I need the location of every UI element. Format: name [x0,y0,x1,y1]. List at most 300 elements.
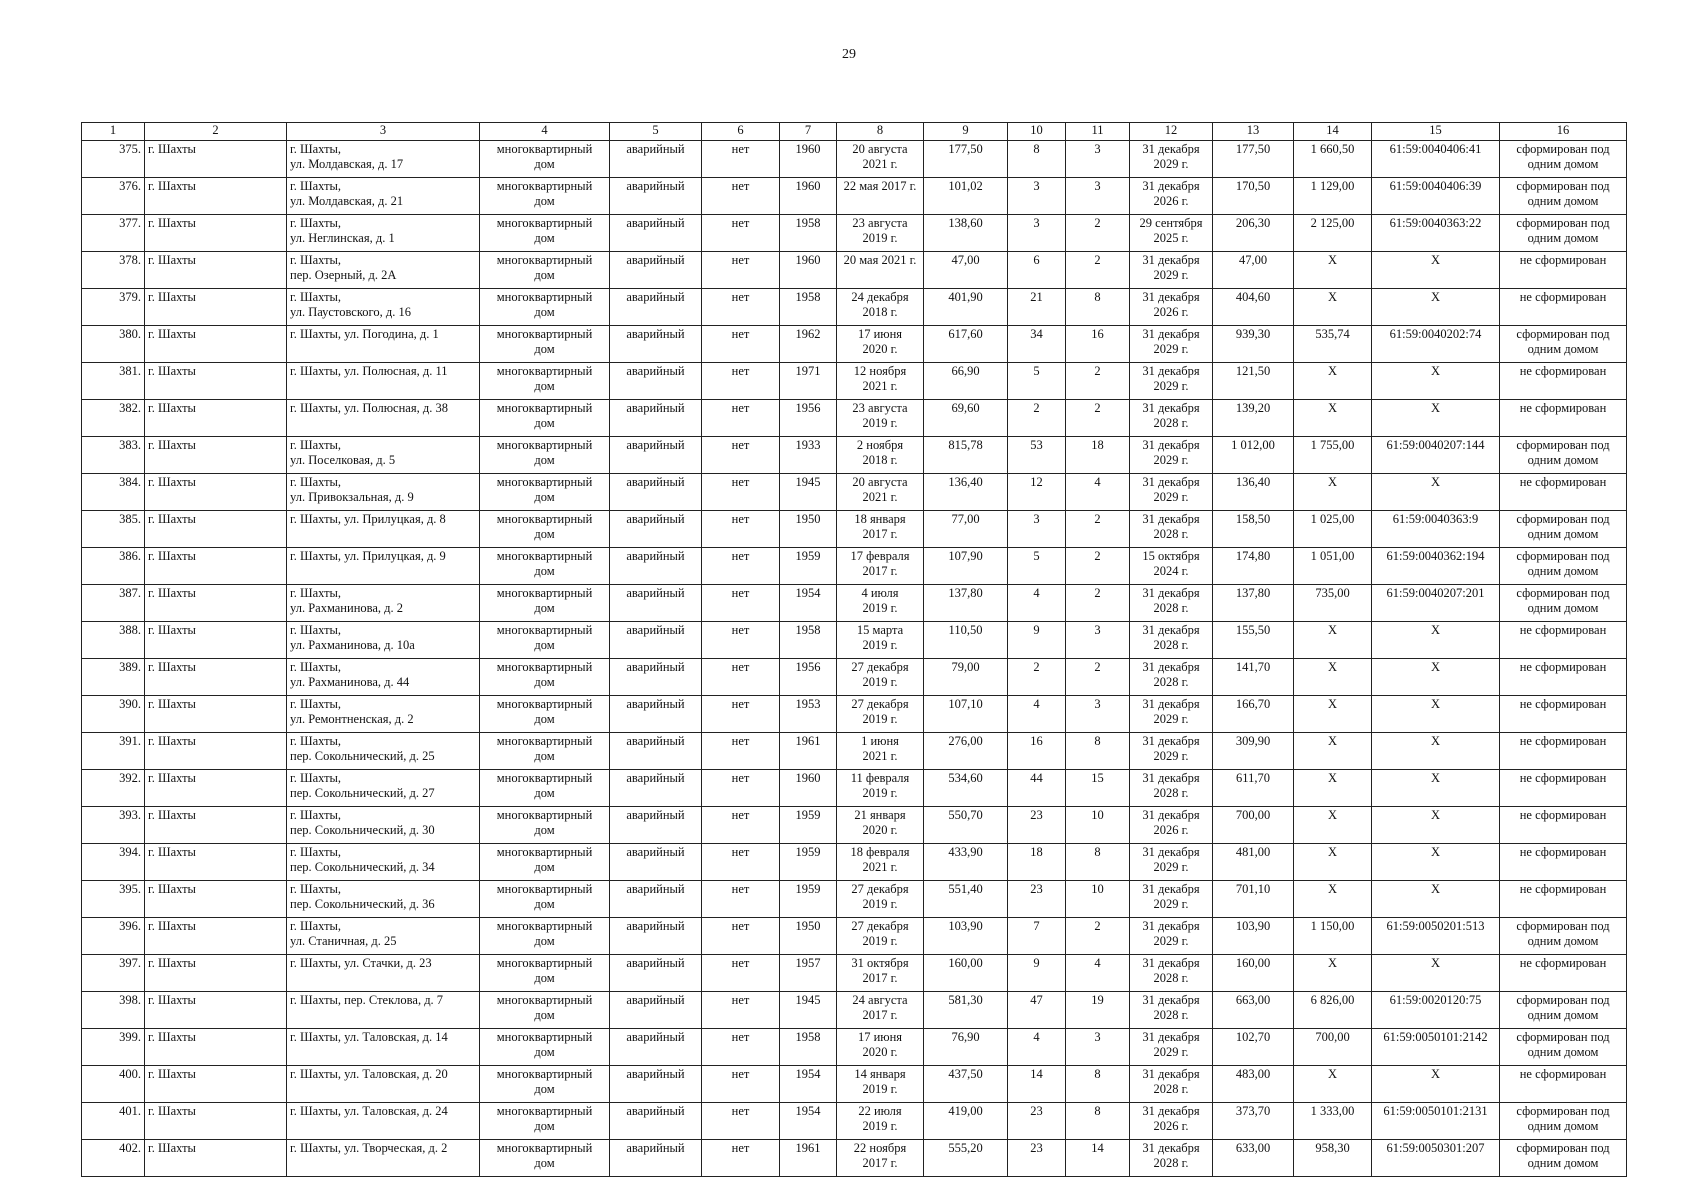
living-area-cell [924,1140,1008,1177]
build-year-text: 1971 [795,364,821,378]
build-year-cell [780,548,837,585]
units-count-cell [1066,1029,1130,1066]
build-year-text: 1958 [795,216,821,230]
municipality-cell [145,178,287,215]
resettlement-deadline-cell [1130,215,1213,252]
condition-text: аварийный [626,623,685,637]
land-area-cell [1294,215,1372,252]
residents-count-cell [1008,733,1066,770]
municipality-text: г. Шахты [148,1141,196,1155]
flag-text: нет [731,919,750,933]
address-cell [287,659,480,696]
recognition-date-text: 22 июля [858,1104,902,1118]
recognition-date-text: 2020 г. [862,1045,898,1059]
total-area-text: 103,90 [1235,919,1271,933]
units-count-text: 2 [1094,401,1101,415]
row-number-cell [82,659,145,696]
cadastral-number-text: 61:59:0040406:39 [1389,179,1482,193]
cadastral-number-text: Х [1430,364,1441,378]
building-type-cell [480,844,610,881]
cadastral-number-text: Х [1430,1067,1441,1081]
land-area-text: 1 755,00 [1310,438,1355,452]
column-header-10: 10 [1008,123,1066,141]
living-area-text: 69,60 [951,401,980,415]
residents-count-text: 23 [1030,1141,1043,1155]
total-area-text: 160,00 [1235,956,1271,970]
resettlement-deadline-text: 2026 г. [1153,1119,1189,1133]
land-area-text: 1 333,00 [1310,1104,1355,1118]
address-text: ул. Рахманинова, д. 44 [290,675,410,689]
building-type-text: дом [534,157,555,171]
address-text: г. Шахты, ул. Таловская, д. 14 [290,1030,448,1044]
condition-cell [610,1140,702,1177]
cadastral-number-cell [1372,659,1500,696]
land-area-text: Х [1327,401,1338,415]
resettlement-deadline-text: 31 декабря [1142,734,1200,748]
municipality-cell [145,474,287,511]
residents-count-text: 3 [1033,216,1040,230]
resettlement-deadline-cell [1130,1103,1213,1140]
row-number-cell [82,696,145,733]
resettlement-deadline-cell [1130,770,1213,807]
resettlement-deadline-cell [1130,1140,1213,1177]
building-type-text: многоквартирный [496,660,593,674]
total-area-cell [1213,992,1294,1029]
resettlement-deadline-cell [1130,326,1213,363]
building-type-cell [480,955,610,992]
land-plot-status-cell [1500,548,1627,585]
recognition-date-cell [837,215,924,252]
total-area-text: 166,70 [1235,697,1271,711]
build-year-text: 1956 [795,660,821,674]
municipality-cell [145,770,287,807]
row-number-cell [82,252,145,289]
land-plot-status-text: не сформирован [1519,660,1607,674]
condition-cell [610,622,702,659]
build-year-text: 1960 [795,179,821,193]
cadastral-number-cell [1372,326,1500,363]
table-row [82,548,1627,585]
municipality-text: г. Шахты [148,697,196,711]
building-type-text: многоквартирный [496,179,593,193]
units-count-text: 10 [1091,808,1104,822]
living-area-cell [924,178,1008,215]
recognition-date-cell [837,1103,924,1140]
land-plot-status-cell [1500,363,1627,400]
cadastral-number-cell [1372,437,1500,474]
living-area-cell [924,1066,1008,1103]
municipality-cell [145,585,287,622]
units-count-cell [1066,252,1130,289]
build-year-cell [780,141,837,178]
resettlement-deadline-text: 2028 г. [1153,527,1189,541]
table-row [82,511,1627,548]
column-header-4: 4 [480,123,610,141]
land-plot-status-text: не сформирован [1519,697,1607,711]
land-plot-status-text: одним домом [1527,157,1599,171]
build-year-cell [780,363,837,400]
condition-cell [610,659,702,696]
flag-cell [702,844,780,881]
living-area-text: 77,00 [951,512,980,526]
municipality-text: г. Шахты [148,845,196,859]
building-type-cell [480,400,610,437]
units-count-text: 3 [1094,142,1101,156]
address-cell [287,215,480,252]
column-header-15: 15 [1372,123,1500,141]
residents-count-text: 9 [1033,623,1040,637]
building-type-text: дом [534,1156,555,1170]
recognition-date-cell [837,252,924,289]
cadastral-number-text: Х [1430,734,1441,748]
cadastral-number-cell [1372,585,1500,622]
build-year-cell [780,918,837,955]
residents-count-text: 9 [1033,956,1040,970]
cadastral-number-text: Х [1430,808,1441,822]
total-area-cell [1213,474,1294,511]
cadastral-number-cell [1372,400,1500,437]
municipality-cell [145,400,287,437]
row-number-text: 392. [119,771,141,785]
build-year-cell [780,511,837,548]
building-type-text: дом [534,1008,555,1022]
land-plot-status-cell [1500,178,1627,215]
column-header-13: 13 [1213,123,1294,141]
resettlement-deadline-text: 2029 г. [1153,342,1189,356]
condition-text: аварийный [626,401,685,415]
row-number-cell [82,474,145,511]
land-area-text: 958,30 [1315,1141,1350,1155]
cadastral-number-cell [1372,992,1500,1029]
building-type-text: дом [534,1082,555,1096]
row-number-text: 381. [119,364,141,378]
address-text: г. Шахты, ул. Прилуцкая, д. 8 [290,512,446,526]
address-text: пер. Сокольнический, д. 34 [290,860,435,874]
total-area-text: 483,00 [1235,1067,1271,1081]
land-plot-status-cell [1500,252,1627,289]
recognition-date-text: 24 декабря [851,290,909,304]
resettlement-deadline-text: 2026 г. [1153,194,1189,208]
address-cell [287,696,480,733]
cadastral-number-cell [1372,881,1500,918]
resettlement-deadline-text: 2026 г. [1153,823,1189,837]
build-year-cell [780,178,837,215]
table-row [82,252,1627,289]
address-text: г. Шахты, [290,623,342,637]
residents-count-cell [1008,992,1066,1029]
resettlement-deadline-cell [1130,1066,1213,1103]
municipality-text: г. Шахты [148,401,196,415]
address-text: г. Шахты, [290,179,342,193]
resettlement-deadline-text: 2028 г. [1153,1008,1189,1022]
living-area-cell [924,548,1008,585]
units-count-cell [1066,141,1130,178]
building-type-text: многоквартирный [496,364,593,378]
total-area-text: 174,80 [1235,549,1271,563]
cadastral-number-text: Х [1430,475,1441,489]
land-plot-status-text: одним домом [1527,453,1599,467]
build-year-text: 1954 [795,586,821,600]
land-plot-status-cell [1500,1140,1627,1177]
flag-cell [702,1140,780,1177]
condition-cell [610,437,702,474]
row-number-text: 399. [119,1030,141,1044]
land-plot-status-cell [1500,1029,1627,1066]
resettlement-deadline-cell [1130,252,1213,289]
building-type-text: многоквартирный [496,1067,593,1081]
resettlement-deadline-text: 31 декабря [1142,586,1200,600]
recognition-date-text: 2020 г. [862,342,898,356]
land-plot-status-cell [1500,918,1627,955]
total-area-text: 158,50 [1235,512,1271,526]
address-text: ул. Паустовского, д. 16 [290,305,411,319]
address-text: ул. Молдавская, д. 17 [290,157,404,171]
residents-count-cell [1008,696,1066,733]
condition-text: аварийный [626,512,685,526]
recognition-date-cell [837,844,924,881]
land-plot-status-text: одним домом [1527,231,1599,245]
condition-cell [610,474,702,511]
building-type-cell [480,918,610,955]
living-area-text: 401,90 [948,290,983,304]
living-area-cell [924,289,1008,326]
address-text: г. Шахты, [290,290,342,304]
building-type-cell [480,437,610,474]
build-year-cell [780,1066,837,1103]
address-text: г. Шахты, [290,771,342,785]
recognition-date-text: 15 марта [856,623,904,637]
land-plot-status-text: не сформирован [1519,1067,1607,1081]
units-count-cell [1066,400,1130,437]
building-type-cell [480,622,610,659]
flag-cell [702,289,780,326]
column-number-header-row [82,123,1627,141]
residents-count-text: 34 [1030,327,1043,341]
land-plot-status-text: не сформирован [1519,956,1607,970]
build-year-text: 1960 [795,253,821,267]
units-count-cell [1066,807,1130,844]
land-area-text: Х [1327,956,1338,970]
table-row [82,622,1627,659]
recognition-date-cell [837,326,924,363]
table-row [82,1140,1627,1177]
column-header-9: 9 [924,123,1008,141]
land-area-text: Х [1327,1067,1338,1081]
recognition-date-cell [837,992,924,1029]
recognition-date-text: 27 декабря [851,882,909,896]
recognition-date-text: 2017 г. [862,1008,898,1022]
condition-cell [610,992,702,1029]
residents-count-cell [1008,881,1066,918]
land-area-text: Х [1327,697,1338,711]
table-row [82,918,1627,955]
recognition-date-cell [837,289,924,326]
row-number-text: 386. [119,549,141,563]
condition-cell [610,252,702,289]
flag-cell [702,252,780,289]
recognition-date-cell [837,770,924,807]
residents-count-text: 5 [1033,549,1040,563]
address-text: ул. Рахманинова, д. 2 [290,601,404,615]
land-area-cell [1294,1103,1372,1140]
resettlement-deadline-cell [1130,733,1213,770]
build-year-cell [780,696,837,733]
build-year-cell [780,659,837,696]
recognition-date-text: 20 августа [852,475,908,489]
recognition-date-text: 2019 г. [862,897,898,911]
building-type-text: многоквартирный [496,290,593,304]
cadastral-number-text: 61:59:0040207:201 [1386,586,1485,600]
cadastral-number-text: Х [1430,290,1441,304]
address-text: г. Шахты, ул. Таловская, д. 20 [290,1067,448,1081]
build-year-cell [780,881,837,918]
land-area-cell [1294,289,1372,326]
land-plot-status-cell [1500,326,1627,363]
address-text: пер. Сокольнический, д. 30 [290,823,435,837]
residents-count-cell [1008,807,1066,844]
condition-cell [610,289,702,326]
total-area-text: 939,30 [1235,327,1271,341]
living-area-text: 107,10 [948,697,983,711]
land-plot-status-cell [1500,659,1627,696]
table-row [82,400,1627,437]
building-type-text: дом [534,564,555,578]
resettlement-deadline-text: 31 декабря [1142,364,1200,378]
land-plot-status-text: не сформирован [1519,882,1607,896]
resettlement-deadline-text: 31 декабря [1142,845,1200,859]
living-area-cell [924,807,1008,844]
living-area-text: 110,50 [948,623,983,637]
municipality-cell [145,844,287,881]
build-year-text: 1960 [795,142,821,156]
flag-cell [702,992,780,1029]
cadastral-number-text: 61:59:0050101:2131 [1383,1104,1488,1118]
row-number-cell [82,585,145,622]
total-area-text: 141,70 [1235,660,1271,674]
cadastral-number-text: 61:59:0040363:22 [1389,216,1482,230]
municipality-text: г. Шахты [148,734,196,748]
condition-text: аварийный [626,179,685,193]
flag-cell [702,659,780,696]
flag-cell [702,696,780,733]
build-year-text: 1956 [795,401,821,415]
recognition-date-cell [837,696,924,733]
land-area-text: 1 660,50 [1310,142,1355,156]
row-number-text: 375. [119,142,141,156]
address-text: ул. Станичная, д. 25 [290,934,397,948]
resettlement-deadline-text: 2029 г. [1153,268,1189,282]
municipality-text: г. Шахты [148,142,196,156]
resettlement-deadline-cell [1130,844,1213,881]
address-cell [287,881,480,918]
land-plot-status-cell [1500,474,1627,511]
land-plot-status-text: сформирован под [1516,1030,1610,1044]
municipality-cell [145,1103,287,1140]
flag-cell [702,326,780,363]
resettlement-deadline-text: 2029 г. [1153,453,1189,467]
building-type-text: дом [534,268,555,282]
units-count-text: 4 [1094,956,1101,970]
land-plot-status-cell [1500,1103,1627,1140]
address-text: г. Шахты, ул. Творческая, д. 2 [290,1141,448,1155]
row-number-cell [82,807,145,844]
land-plot-status-text: не сформирован [1519,623,1607,637]
units-count-text: 2 [1094,660,1101,674]
building-type-cell [480,585,610,622]
condition-text: аварийный [626,253,685,267]
flag-text: нет [731,364,750,378]
residents-count-text: 14 [1030,1067,1043,1081]
flag-cell [702,733,780,770]
address-text: г. Шахты, [290,475,342,489]
address-cell [287,992,480,1029]
flag-text: нет [731,845,750,859]
condition-text: аварийный [626,327,685,341]
column-header-11: 11 [1066,123,1130,141]
address-text: ул. Ремонтненская, д. 2 [290,712,414,726]
total-area-cell [1213,622,1294,659]
resettlement-deadline-cell [1130,1029,1213,1066]
municipality-text: г. Шахты [148,882,196,896]
land-area-cell [1294,363,1372,400]
building-type-cell [480,215,610,252]
cadastral-number-text: Х [1430,697,1441,711]
land-plot-status-cell [1500,696,1627,733]
municipality-text: г. Шахты [148,253,196,267]
flag-text: нет [731,216,750,230]
living-area-cell [924,733,1008,770]
flag-cell [702,622,780,659]
cadastral-number-cell [1372,511,1500,548]
address-cell [287,955,480,992]
flag-cell [702,585,780,622]
recognition-date-text: 2 ноября [856,438,904,452]
address-text: г. Шахты, ул. Погодина, д. 1 [290,327,439,341]
condition-text: аварийный [626,290,685,304]
total-area-cell [1213,289,1294,326]
address-cell [287,1029,480,1066]
municipality-cell [145,807,287,844]
building-type-text: многоквартирный [496,216,593,230]
land-plot-status-cell [1500,437,1627,474]
units-count-cell [1066,215,1130,252]
land-area-cell [1294,770,1372,807]
land-plot-status-text: не сформирован [1519,771,1607,785]
address-text: ул. Молдавская, д. 21 [290,194,404,208]
building-type-text: многоквартирный [496,956,593,970]
cadastral-number-text: 61:59:0020120:75 [1389,993,1482,1007]
total-area-text: 121,50 [1235,364,1271,378]
cadastral-number-cell [1372,696,1500,733]
cadastral-number-cell [1372,1029,1500,1066]
living-area-cell [924,215,1008,252]
building-type-text: многоквартирный [496,623,593,637]
building-type-cell [480,289,610,326]
residents-count-cell [1008,844,1066,881]
resettlement-deadline-text: 2029 г. [1153,490,1189,504]
municipality-cell [145,1029,287,1066]
row-number-cell [82,437,145,474]
residents-count-text: 23 [1030,882,1043,896]
municipality-cell [145,289,287,326]
cadastral-number-text: 61:59:0040363:9 [1392,512,1479,526]
land-plot-status-cell [1500,1066,1627,1103]
building-type-cell [480,474,610,511]
condition-text: аварийный [626,882,685,896]
table-row [82,585,1627,622]
recognition-date-text: 27 декабря [851,697,909,711]
row-number-text: 393. [119,808,141,822]
